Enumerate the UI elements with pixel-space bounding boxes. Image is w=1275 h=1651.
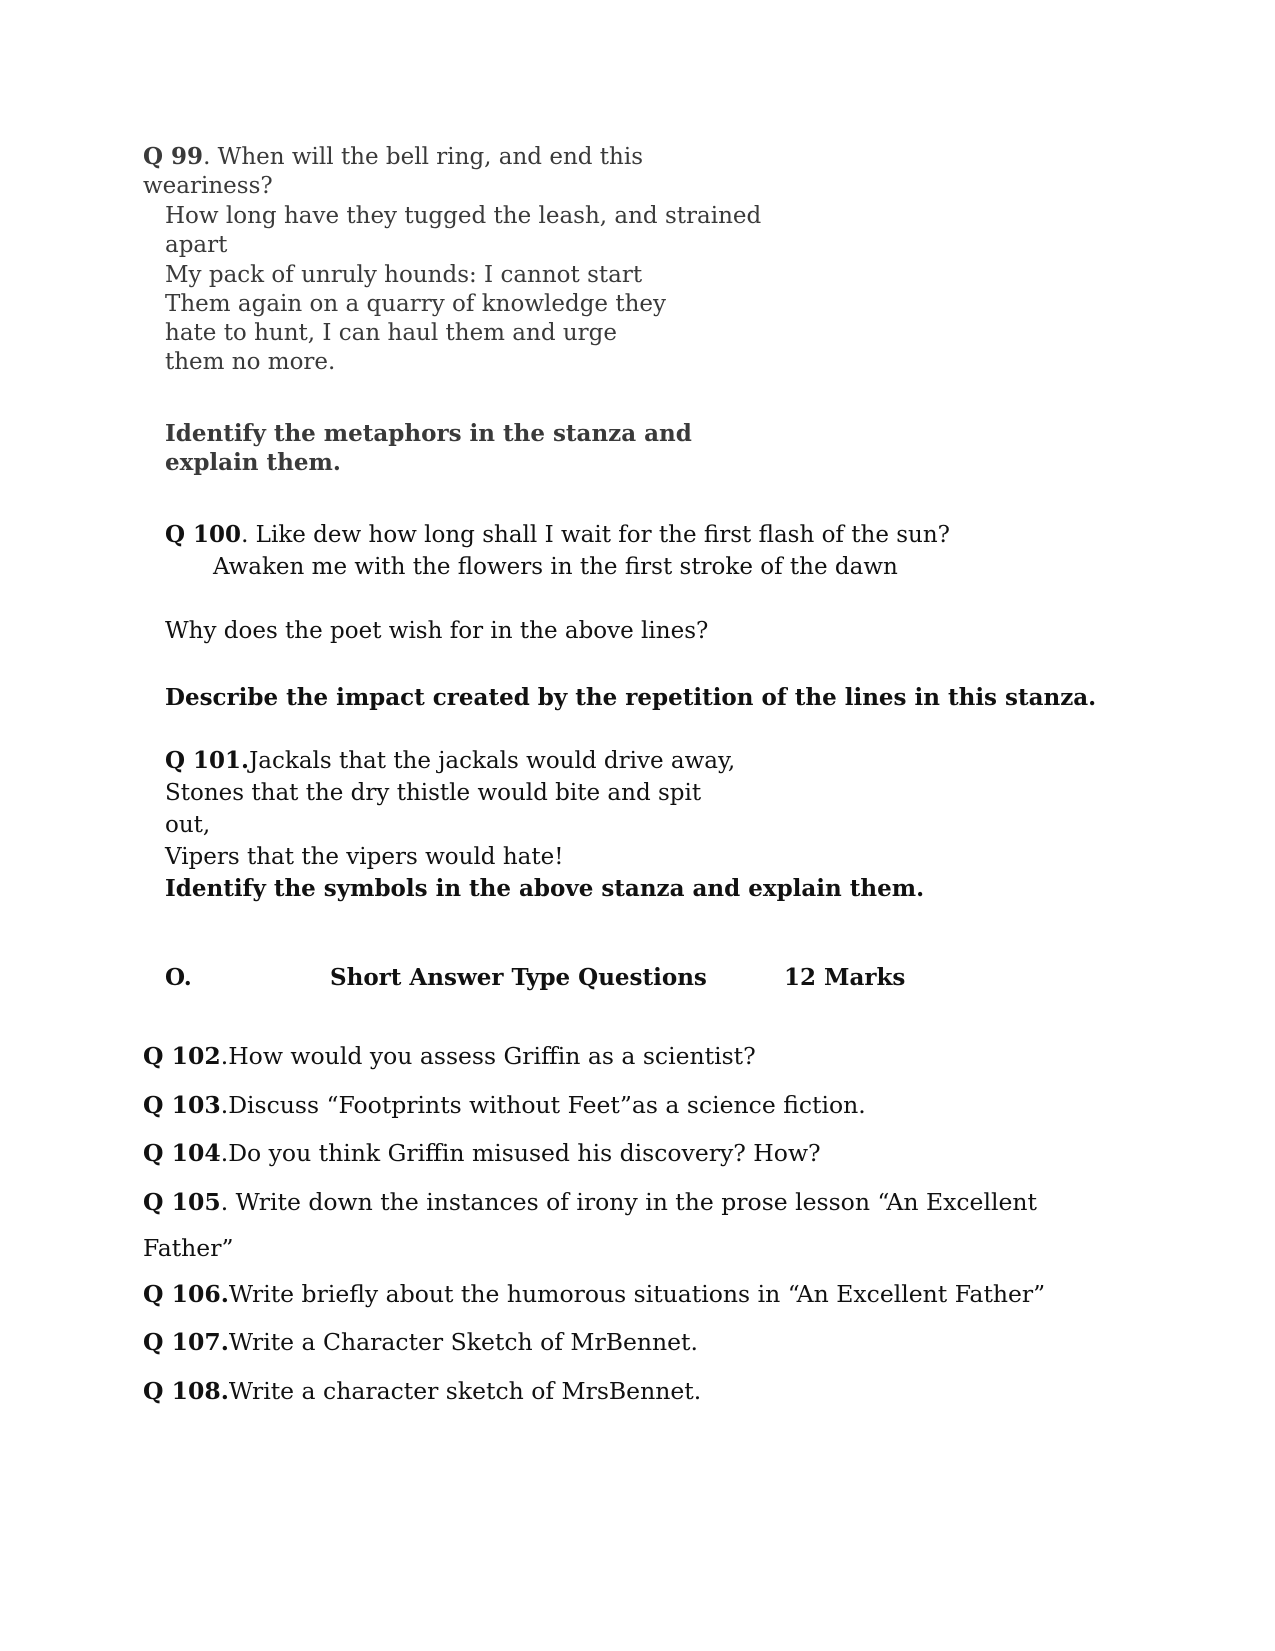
- question-102: [143, 1041, 756, 1071]
- section-marks: 12 Marks: [784, 964, 906, 991]
- q101-line: out,: [165, 812, 211, 838]
- q99-text: . When will the bell ring, and end this: [203, 144, 644, 170]
- question-number: Q 105: [143, 1188, 221, 1216]
- question-number: Q 103: [143, 1091, 221, 1119]
- question-text: .Discuss “Footprints without Feet”as a science fiction.: [220, 1091, 866, 1119]
- section-letter: O.: [165, 964, 192, 991]
- q101-text: Jackals that the jackals would drive away,: [249, 748, 736, 774]
- question-105: [143, 1187, 1037, 1217]
- q99-line: Them again on a quarry of knowledge they: [165, 291, 667, 317]
- question-105-continued: Father”: [143, 1234, 234, 1262]
- question-number: Q 107.: [143, 1328, 229, 1356]
- q99-line: them no more.: [165, 349, 336, 375]
- question-text: Write briefly about the humorous situations in “An Excellent Father”: [228, 1280, 1046, 1308]
- q101-first-line: [165, 746, 735, 776]
- question-text: .Do you think Griffin misused his discovery? How?: [220, 1139, 821, 1167]
- question-text: .How would you assess Griffin as a scientist?: [220, 1042, 756, 1070]
- q100-number: Q 100: [165, 521, 242, 548]
- section-title: Short Answer Type Questions: [330, 964, 707, 991]
- q101-line: Vipers that the vipers would hate!: [165, 844, 564, 870]
- q101-task: Identify the symbols in the above stanza and explain them.: [165, 875, 925, 902]
- question-108: [143, 1376, 701, 1406]
- q100-task: Describe the impact created by the repetition of the lines in this stanza.: [165, 684, 1097, 711]
- question-text: . Write down the instances of irony in the prose lesson “An Excellent: [220, 1188, 1037, 1216]
- q99-first-line: [143, 142, 643, 172]
- q101-line: Stones that the dry thistle would bite and spit: [165, 780, 702, 806]
- q99-line: weariness?: [143, 173, 273, 199]
- question-text: Write a character sketch of MrsBennet.: [228, 1377, 702, 1405]
- q100-question: Why does the poet wish for in the above lines?: [165, 618, 709, 644]
- question-number: Q 106.: [143, 1280, 229, 1308]
- q99-task: explain them.: [165, 449, 341, 476]
- question-106: [143, 1279, 1045, 1309]
- question-number: Q 108.: [143, 1377, 229, 1405]
- question-number: Q 104: [143, 1139, 221, 1167]
- question-104: [143, 1138, 821, 1168]
- q100-text: . Like dew how long shall I wait for the first flash of the sun?: [241, 522, 950, 548]
- q99-line: How long have they tugged the leash, and strained: [165, 203, 762, 229]
- q100-second-line: Awaken me with the flowers in the first stroke of the dawn: [213, 554, 898, 580]
- q99-task: Identify the metaphors in the stanza and: [165, 420, 692, 447]
- q99-number: Q 99: [143, 143, 204, 170]
- question-number: Q 102: [143, 1042, 221, 1070]
- q100-first-line: [165, 520, 950, 550]
- q99-line: My pack of unruly hounds: I cannot start: [165, 262, 643, 288]
- q101-number: Q 101.: [165, 747, 250, 774]
- question-text: Write a Character Sketch of MrBennet.: [228, 1328, 698, 1356]
- question-107: [143, 1327, 698, 1357]
- q99-line: hate to hunt, I can haul them and urge: [165, 320, 618, 346]
- question-103: [143, 1090, 866, 1120]
- q99-line: apart: [165, 232, 228, 258]
